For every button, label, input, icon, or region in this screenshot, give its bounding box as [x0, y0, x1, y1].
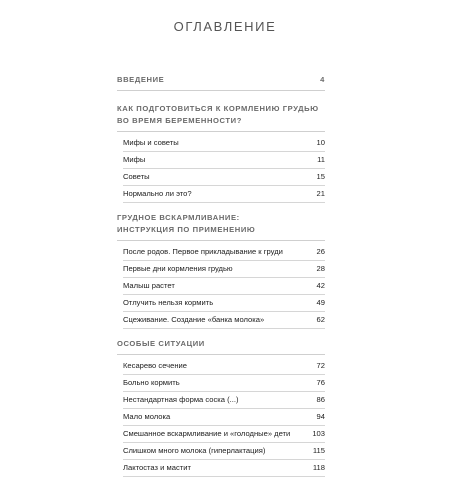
section-page-number: 4 — [320, 75, 325, 84]
toc-entry[interactable] — [117, 296, 325, 310]
table-of-contents — [117, 74, 325, 478]
section-divider — [117, 240, 325, 241]
toc-entry-page-number: 10 — [316, 138, 325, 147]
toc-entry-label: Мифы и советы — [123, 138, 179, 147]
entry-divider — [123, 311, 325, 312]
toc-entry-label: Мифы — [123, 155, 146, 164]
toc-entry-label: Малыш растет — [123, 281, 175, 290]
toc-entry-page-number: 15 — [316, 172, 325, 181]
entry-divider — [123, 277, 325, 278]
section-heading[interactable] — [117, 338, 325, 350]
toc-entry-page-number: 86 — [316, 395, 325, 404]
toc-entry[interactable] — [117, 393, 325, 407]
page-title: ОГЛАВЛЕНИЕ — [173, 19, 277, 34]
entry-divider — [123, 459, 325, 460]
toc-entry-page-number: 72 — [316, 361, 325, 370]
toc-entry[interactable] — [117, 262, 325, 276]
toc-entry[interactable] — [117, 444, 325, 458]
section-heading-text: ВВЕДЕНИЕ — [117, 75, 165, 84]
entry-divider — [123, 168, 325, 169]
toc-entry-page-number: 42 — [316, 281, 325, 290]
toc-entry[interactable] — [117, 410, 325, 424]
toc-entry-label: После родов. Первое прикладывание к груди — [123, 247, 283, 256]
toc-entry-page-number: 21 — [316, 189, 325, 198]
section-heading-text: ВО ВРЕМЯ БЕРЕМЕННОСТИ? — [117, 116, 242, 125]
section-heading-line — [117, 115, 325, 127]
toc-entry-page-number: 28 — [316, 264, 325, 273]
section-gap — [117, 204, 325, 212]
section-heading-line — [117, 74, 325, 86]
toc-entry-page-number: 26 — [316, 247, 325, 256]
toc-entry[interactable] — [117, 187, 325, 201]
section-divider — [117, 354, 325, 355]
toc-entry-label: Больно кормить — [123, 378, 180, 387]
toc-entry-page-number: 76 — [316, 378, 325, 387]
toc-entry[interactable] — [117, 136, 325, 150]
toc-entry[interactable] — [117, 313, 325, 327]
entry-divider — [123, 391, 325, 392]
entry-divider — [123, 260, 325, 261]
section-heading-text: ОСОБЫЕ СИТУАЦИИ — [117, 339, 205, 348]
section-heading-line — [117, 103, 325, 115]
toc-entry[interactable] — [117, 170, 325, 184]
entry-divider — [123, 151, 325, 152]
toc-entry-label: Лактостаз и мастит — [123, 463, 191, 472]
entry-divider — [123, 185, 325, 186]
section-heading-line — [117, 224, 325, 236]
entry-divider — [123, 425, 325, 426]
toc-entry-label: Отлучить нельзя кормить — [123, 298, 214, 307]
section-heading[interactable] — [117, 212, 325, 236]
section-heading-text: КАК ПОДГОТОВИТЬСЯ К КОРМЛЕНИЮ ГРУДЬЮ — [117, 104, 319, 113]
toc-entry-label: Смешанное вскармливание и «голодные» дети — [123, 429, 291, 438]
entry-divider — [123, 408, 325, 409]
toc-entry-page-number: 103 — [312, 429, 325, 438]
entry-divider — [123, 328, 325, 329]
section-heading-text: ИНСТРУКЦИЯ ПО ПРИМЕНЕНИЮ — [117, 225, 256, 234]
section-heading-text: ГРУДНОЕ ВСКАРМЛИВАНИЕ: — [117, 213, 240, 222]
toc-entry-label: Слишком много молока (гиперлактация) — [123, 446, 266, 455]
section-heading-line — [117, 212, 325, 224]
toc-entry[interactable] — [117, 359, 325, 373]
toc-entry-page-number: 94 — [316, 412, 325, 421]
toc-entry[interactable] — [117, 461, 325, 475]
section-divider — [117, 131, 325, 132]
entry-divider — [123, 476, 325, 477]
toc-entry-label: Мало молока — [123, 412, 171, 421]
toc-entry-label: Нормально ли это? — [123, 189, 192, 198]
toc-entry-page-number: 62 — [316, 315, 325, 324]
toc-entry-page-number: 118 — [312, 463, 325, 472]
toc-entry[interactable] — [117, 427, 325, 441]
toc-entry-page-number: 115 — [312, 446, 325, 455]
section-gap — [117, 330, 325, 338]
toc-entry-page-number: 11 — [317, 155, 325, 164]
entry-divider — [123, 374, 325, 375]
toc-entry-label: Сцеживание. Создание «банка молока» — [123, 315, 265, 324]
entry-divider — [123, 442, 325, 443]
toc-entry-label: Кесарево сечение — [123, 361, 188, 370]
section-heading-line — [117, 338, 325, 350]
toc-entry-label: Советы — [123, 172, 150, 181]
toc-entry[interactable] — [117, 376, 325, 390]
toc-entry[interactable] — [117, 153, 325, 167]
section-gap — [117, 95, 325, 103]
section-heading[interactable] — [117, 103, 325, 127]
toc-entry-label: Нестандартная форма соска (...) — [123, 395, 239, 404]
section-divider — [117, 90, 325, 91]
section-heading[interactable] — [117, 74, 325, 86]
toc-entry[interactable] — [117, 245, 325, 259]
toc-entry[interactable] — [117, 279, 325, 293]
toc-entry-label: Первые дни кормления грудью — [123, 264, 233, 273]
entry-divider — [123, 294, 325, 295]
toc-entry-page-number: 49 — [316, 298, 325, 307]
entry-divider — [123, 202, 325, 203]
